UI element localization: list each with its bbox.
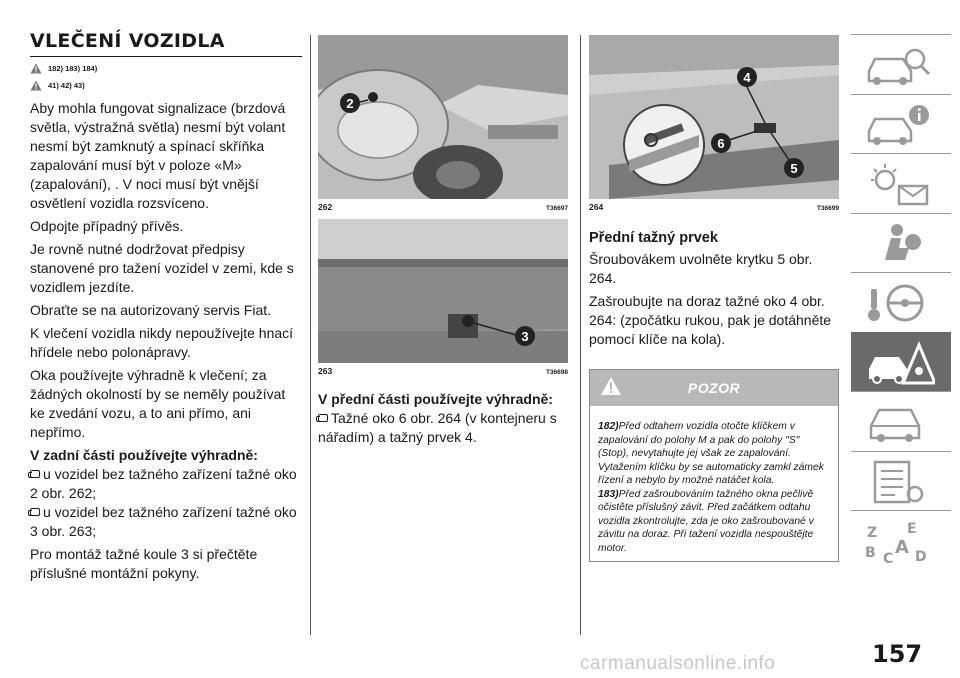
callout-label: 5 bbox=[790, 161, 798, 176]
svg-text:A: A bbox=[895, 537, 909, 558]
caution-header bbox=[590, 370, 838, 406]
rear-heading: V zadní části používejte výhradně: bbox=[30, 447, 258, 463]
warning-ref-row bbox=[30, 80, 302, 91]
figure-caption bbox=[589, 202, 839, 212]
bullet-icon bbox=[30, 470, 40, 478]
car-service-icon bbox=[863, 398, 935, 446]
bullet-item bbox=[30, 465, 302, 503]
sidebar-tab-alphabet-index[interactable] bbox=[851, 510, 951, 570]
chapter-sidebar bbox=[851, 34, 951, 570]
paragraph: Pro montáž tažné koule 3 si přečtěte příslušné montážní pokyny. bbox=[30, 546, 258, 581]
note-number: 183) bbox=[598, 488, 619, 500]
paragraph: Šroubovákem uvolněte krytku 5 obr. 264. bbox=[589, 251, 813, 286]
section-title: VLEČENÍ VOZIDLA bbox=[30, 30, 302, 57]
sidebar-tab-car-breakdown[interactable] bbox=[851, 332, 951, 392]
bullet-text: u vozidel bez tažného zařízení tažné oko 3 obr. 263; bbox=[30, 504, 297, 539]
figure-code: T36698 bbox=[545, 369, 568, 376]
callout-label: 4 bbox=[743, 70, 751, 85]
figure-number: 262 bbox=[318, 202, 333, 212]
caution-label: POZOR bbox=[687, 380, 741, 396]
warning-ref-text: 41) 42) 43) bbox=[48, 81, 85, 90]
sidebar-tab-spec-list[interactable] bbox=[851, 451, 951, 511]
column-divider bbox=[310, 35, 311, 635]
sidebar-tab-warning-lights[interactable] bbox=[851, 153, 951, 213]
warning-triangle-icon bbox=[30, 63, 42, 74]
warning-triangle-icon bbox=[30, 80, 42, 91]
warning-lights-icon bbox=[863, 160, 935, 208]
warning-ref-text: 182) 183) 184) bbox=[48, 64, 98, 73]
svg-text:E: E bbox=[907, 521, 917, 537]
figure-number: 264 bbox=[589, 202, 604, 212]
figure-263 bbox=[318, 219, 568, 376]
column-middle bbox=[318, 35, 568, 447]
figure-caption bbox=[318, 366, 568, 376]
airbag-seat-icon bbox=[863, 220, 935, 268]
sidebar-tab-steering-key[interactable] bbox=[851, 272, 951, 332]
sidebar-tab-car-search[interactable] bbox=[851, 34, 951, 94]
figure-number: 263 bbox=[318, 366, 333, 376]
caution-note bbox=[598, 420, 832, 488]
caution-body bbox=[590, 406, 838, 561]
paragraph: Oka používejte výhradně k vlečení; za žádných okolností by se neměly používat ke zvedání vozu, a to ani přímo, ani nepřímo. bbox=[30, 367, 286, 440]
column-divider bbox=[580, 35, 581, 635]
rear-bumper-photo bbox=[318, 219, 568, 363]
front-element-heading: Přední tažný prvek bbox=[589, 230, 718, 246]
paragraph: K vlečení vozidla nikdy nepoužívejte hnací hřídele nebo polonápravy. bbox=[30, 325, 294, 360]
figure-code: T36697 bbox=[545, 205, 568, 212]
paragraph: Odpojte případný přívěs. bbox=[30, 218, 184, 234]
warning-ref-row bbox=[30, 63, 302, 74]
svg-text:B: B bbox=[865, 545, 876, 561]
bullet-item bbox=[30, 503, 302, 541]
sidebar-tab-airbag-seat[interactable] bbox=[851, 213, 951, 273]
bullet-text: u vozidel bez tažného zařízení tažné oko 2 obr. 262; bbox=[30, 466, 297, 501]
note-number: 182) bbox=[598, 421, 619, 432]
spec-list-icon bbox=[863, 458, 935, 506]
watermark: carmanualsonline.info bbox=[580, 653, 776, 674]
front-bumper-photo bbox=[589, 35, 839, 199]
paragraph: Aby mohla fungovat signalizace (brzdová světla, výstražná světla) nesmí být volant nesmí být zamknutý a spínací skříňka zapalování musí být v poloze «M» (zapalování), . V noci musí být vnější osvětlení vozidla rozsvíceno. bbox=[30, 100, 286, 211]
sidebar-tab-car-service[interactable] bbox=[851, 391, 951, 451]
sidebar-tab-car-info[interactable] bbox=[851, 94, 951, 154]
bullet-icon bbox=[30, 508, 40, 516]
column-right bbox=[589, 35, 839, 562]
svg-text:D: D bbox=[915, 549, 927, 565]
note-text: Před odtahem vozidla otočte klíčkem v zapalování do polohy M a pak do polohy "S" (Stop), nevytahujte jej však ze zapalování. Vytažením klíčku by se automaticky zamkl zámek řízení a nebylo by možné natáčet kola. bbox=[598, 421, 824, 486]
bullet-text: Tažné oko 6 obr. 264 (v kontejneru s nářadím) a tažný prvek 4. bbox=[318, 410, 557, 445]
bullet-item bbox=[318, 409, 568, 447]
callout-label: 6 bbox=[717, 136, 725, 151]
figure-caption bbox=[318, 202, 568, 212]
underbody-photo bbox=[318, 35, 568, 199]
bullet-icon bbox=[318, 414, 328, 422]
figure-262 bbox=[318, 35, 568, 212]
steering-key-icon bbox=[863, 279, 935, 327]
caution-box bbox=[589, 369, 839, 562]
callout-label: 2 bbox=[346, 96, 354, 111]
caution-note bbox=[598, 488, 832, 556]
figure-264 bbox=[589, 35, 839, 212]
paragraph: Zašroubujte na doraz tažné oko 4 obr. 264: (zpočátku rukou, pak je dotáhněte pomocí klíče na kola). bbox=[589, 293, 832, 347]
note-text: Před zašroubováním tažného okna pečlivě očistěte příslušný závit. Před začátkem odtahu vozidla zkontrolujte, zda je oko zašroubované v závitu na doraz. Při tažení vozidla nespouštějte motor. bbox=[598, 488, 814, 554]
paragraph: Obraťte se na autorizovaný servis Fiat. bbox=[30, 302, 272, 318]
car-info-icon bbox=[863, 101, 935, 149]
alphabet-index-icon bbox=[863, 517, 935, 565]
figure-code: T36699 bbox=[816, 205, 839, 212]
car-search-icon bbox=[863, 41, 935, 89]
car-breakdown-icon bbox=[863, 339, 935, 387]
svg-text:C: C bbox=[883, 551, 894, 565]
callout-label: 3 bbox=[521, 329, 529, 344]
paragraph: Je rovně nutné dodržovat předpisy stanovené pro tažení vozidel v zemi, kde s vozidlem jezdíte. bbox=[30, 241, 294, 295]
warning-triangle-icon bbox=[600, 376, 622, 396]
page-number: 157 bbox=[872, 640, 923, 668]
svg-text:Z: Z bbox=[867, 525, 878, 541]
front-heading: V přední části používejte výhradně: bbox=[318, 391, 553, 407]
column-left bbox=[30, 30, 302, 583]
